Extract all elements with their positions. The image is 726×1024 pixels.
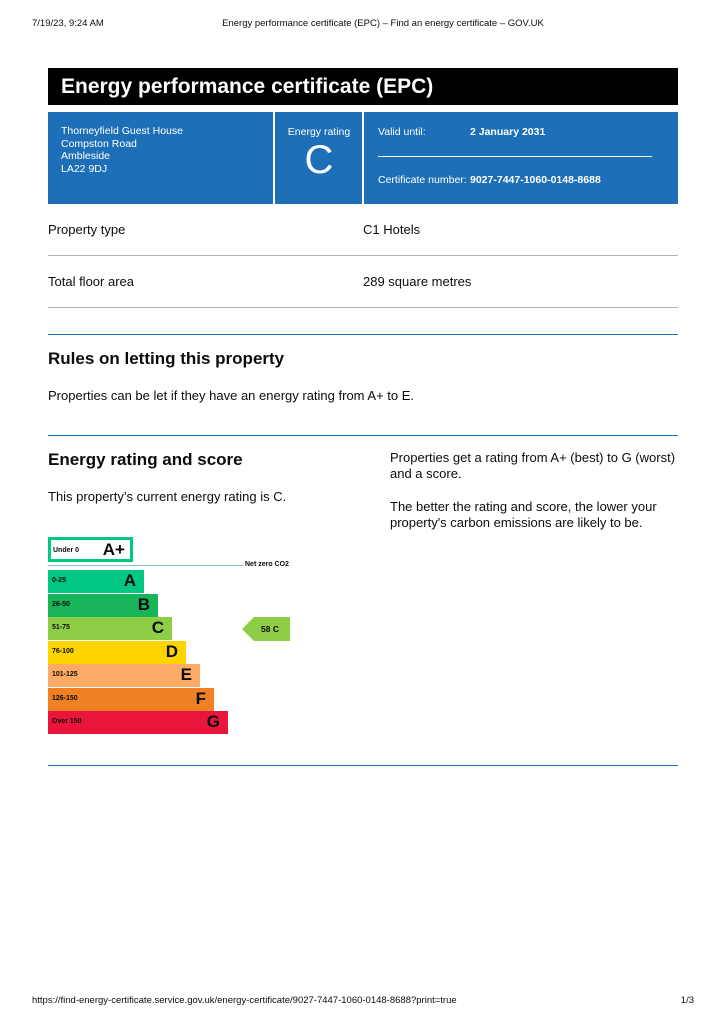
band-letter: F xyxy=(195,688,206,708)
band-d xyxy=(48,641,186,664)
band-letter: G xyxy=(206,712,220,731)
rating-info-text: Properties get a rating from A+ (best) to G (worst) and a score. xyxy=(390,450,676,481)
rating-heading: Energy rating and score xyxy=(48,450,243,469)
print-datetime: 7/19/23, 9:24 AM xyxy=(32,18,104,29)
summary-value: C1 Hotels xyxy=(363,222,421,237)
current-rating-text: This property’s current energy rating is C. xyxy=(48,489,287,504)
band-a xyxy=(48,570,144,593)
print-page-title: Energy performance certificate (EPC) – Find an energy certificate – GOV.UK xyxy=(222,18,544,29)
band-range: 51-75 xyxy=(52,624,70,631)
band-g xyxy=(48,711,228,734)
section-divider xyxy=(48,435,678,436)
current-rating-label: 58 C xyxy=(261,624,279,634)
summary-row-property-type xyxy=(48,204,678,256)
valid-until-label: Valid until: xyxy=(378,126,426,138)
certificate-number-label: Certificate number: xyxy=(378,174,467,186)
page-title: Energy performance certificate (EPC) xyxy=(48,68,678,105)
band-e xyxy=(48,664,200,687)
summary-value: 289 square metres xyxy=(363,274,472,289)
band-c xyxy=(48,617,172,640)
panel-rule xyxy=(378,156,652,157)
address-line: LA22 9DJ xyxy=(61,162,108,175)
band-letter: A+ xyxy=(102,540,125,559)
address-line: Ambleside xyxy=(61,150,111,162)
band-range: 101-125 xyxy=(52,671,78,678)
band-range: Over 150 xyxy=(52,718,82,725)
energy-rating-label: Energy rating xyxy=(287,126,351,138)
address-line: Thorneyfield Guest House xyxy=(61,125,183,137)
section-divider xyxy=(48,765,678,766)
rating-info-text-2: The better the rating and score, the lower your property's carbon emissions are likely to be. xyxy=(390,499,657,530)
band-range: Under 0 xyxy=(53,547,80,554)
energy-rating-box xyxy=(275,112,363,204)
valid-until-value: 2 January 2031 xyxy=(470,126,546,138)
net-zero-label: Net zero CO2 xyxy=(245,561,289,568)
rules-text: Properties can be let if they have an energy rating from A+ to E. xyxy=(48,388,415,403)
band-a-plus xyxy=(48,537,133,562)
band-letter: E xyxy=(180,665,192,684)
band-range: 126-150 xyxy=(52,694,78,702)
certificate-summary-panel xyxy=(48,112,678,204)
energy-rating-letter: C xyxy=(304,138,334,182)
summary-key: Property type xyxy=(48,222,126,237)
rules-heading: Rules on letting this property xyxy=(48,349,285,368)
property-address xyxy=(61,125,183,175)
band-b xyxy=(48,594,158,617)
band-letter: A xyxy=(123,571,136,590)
band-letter: C xyxy=(151,618,164,637)
print-page-number: 1/3 xyxy=(680,995,694,1006)
band-range: 0-25 xyxy=(52,577,67,584)
band-letter: B xyxy=(137,594,150,614)
current-rating-pointer xyxy=(242,617,290,641)
summary-key: Total floor area xyxy=(48,274,134,289)
band-f xyxy=(48,688,214,711)
band-letter: D xyxy=(165,641,178,661)
energy-efficiency-chart xyxy=(48,536,298,736)
section-divider xyxy=(48,334,678,335)
certificate-number-value: 9027-7447-1060-0148-8688 xyxy=(470,174,601,186)
summary-row-floor-area xyxy=(48,256,678,308)
band-range: 26-50 xyxy=(52,600,70,608)
panel-divider xyxy=(362,112,364,204)
band-range: 76-100 xyxy=(52,647,74,655)
net-zero-line xyxy=(48,565,243,566)
address-line: Compston Road xyxy=(61,137,137,150)
print-url: https://find-energy-certificate.service.gov.uk/energy-certificate/9027-7447-1060-0148-8688?print=true xyxy=(32,995,457,1006)
